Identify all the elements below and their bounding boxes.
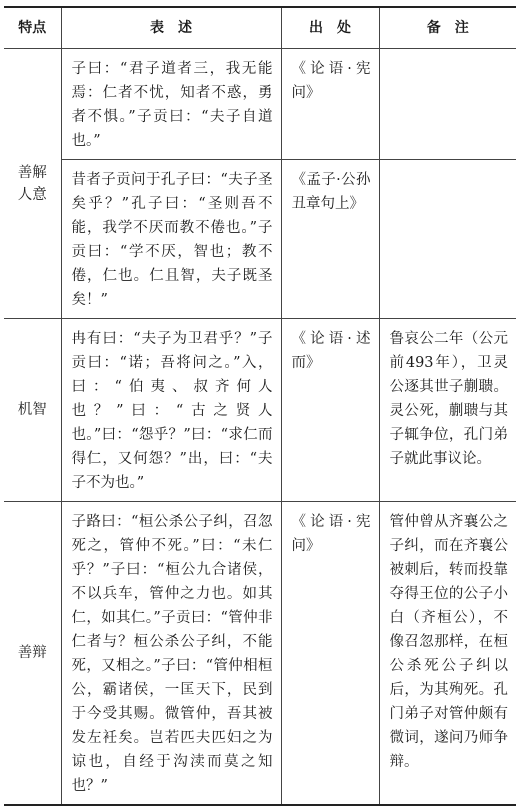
source-cell xyxy=(281,160,379,319)
note-cell xyxy=(379,319,516,502)
note-cell xyxy=(379,49,516,160)
source-cell xyxy=(281,319,379,502)
header-statement: 表 述 xyxy=(61,7,281,49)
table-row xyxy=(4,319,516,502)
header-feature: 特点 xyxy=(4,7,61,49)
source-text: 《论语·宪问》 xyxy=(291,514,371,554)
statement-cell xyxy=(61,49,281,160)
note-cell xyxy=(379,160,516,319)
feature-label-line2: 人意 xyxy=(17,186,47,203)
table-row xyxy=(4,502,516,806)
feature-cell xyxy=(4,49,61,319)
statement-text: 子曰：“君子道者三，我无能焉：仁者不忧，知者不惑，勇者不惧。”子贡曰：“夫子自道也。” xyxy=(71,61,273,149)
feature-label-line1: 善解 xyxy=(17,164,47,181)
table-row xyxy=(4,160,516,319)
source-cell xyxy=(281,502,379,806)
header-source: 出 处 xyxy=(281,7,379,49)
source-text: 《孟子·公孙丑章句上》 xyxy=(291,172,371,212)
statement-cell xyxy=(61,502,281,806)
note-text: 鲁哀公二年（公元前493年），卫灵公逐其世子蒯聩。灵公死，蒯聩与其子辄争位，孔门弟子就此事议论。 xyxy=(389,331,508,467)
header-note: 备 注 xyxy=(379,7,516,49)
statement-text: 冉有曰：“夫子为卫君乎？”子贡曰：“诺；吾将问之。”入，曰：“伯夷、叔齐何人也？”曰：“古之贤人也。”曰：“怨乎？”曰：“求仁而得仁，又何怨？”出，曰：“夫子不为也。” xyxy=(71,331,273,491)
source-text: 《论语·述而》 xyxy=(291,331,371,371)
comparison-table xyxy=(4,6,516,806)
note-text: 管仲曾从齐襄公之子纠，而在齐襄公被刺后，转而投靠夺得王位的公子小白（齐桓公），不像召忽那样，在桓公杀死公子纠以后，为其殉死。孔门弟子对管仲颇有微词，遂问乃师争辩。 xyxy=(389,514,508,770)
feature-cell: 机智 xyxy=(4,319,61,502)
header-row xyxy=(4,7,516,49)
source-cell xyxy=(281,49,379,160)
feature-cell: 善辩 xyxy=(4,502,61,806)
table-row xyxy=(4,49,516,160)
note-cell xyxy=(379,502,516,806)
statement-text: 昔者子贡问于孔子曰：“夫子圣矣乎？”孔子曰：“圣则吾不能，我学不厌而教不倦也。”子贡曰：“学不厌，智也；教不倦，仁也。仁且智，夫子既圣矣！” xyxy=(71,172,273,308)
statement-cell xyxy=(61,160,281,319)
statement-text: 子路曰：“桓公杀公子纠，召忽死之，管仲不死。”曰：“未仁乎？”子曰：“桓公九合诸侯，不以兵车，管仲之力也。如其仁，如其仁。”子贡曰：“管仲非仁者与？桓公杀公子纠，不能死，又相之。”子曰：“管仲相桓公，霸诸侯，一匡天下，民到于今受其赐。微管仲，吾其被发左衽矣。岂若匹夫匹妇之为谅也，自经于沟渎而莫之知也？” xyxy=(71,514,273,794)
statement-cell xyxy=(61,319,281,502)
source-text: 《论语·宪问》 xyxy=(291,61,371,101)
